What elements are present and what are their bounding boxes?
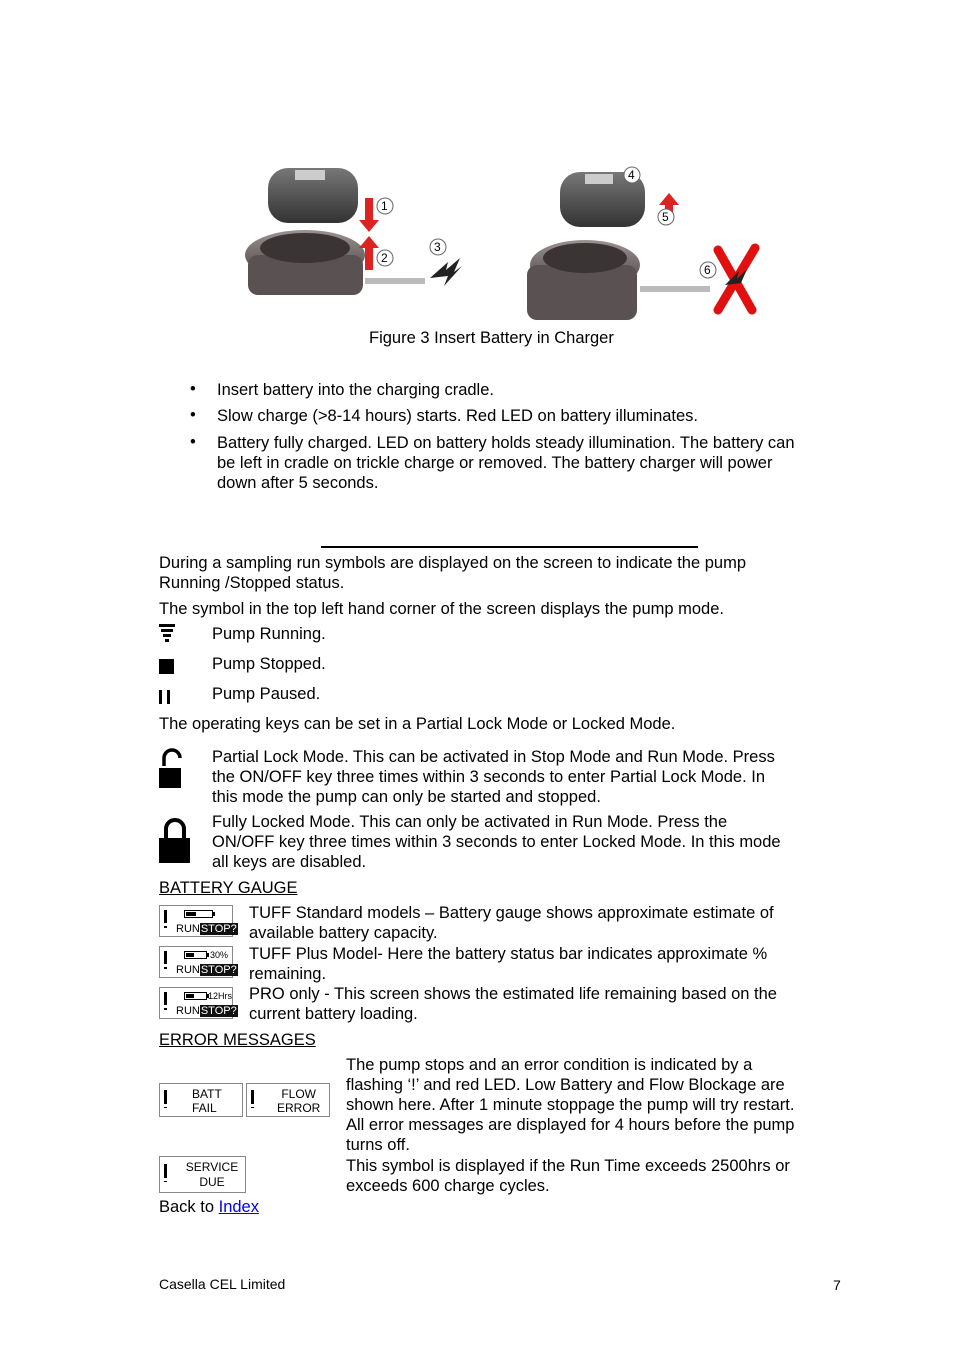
stopped-icon — [159, 659, 174, 674]
battery-lcd-plus: 30% RUNSTOP? — [159, 946, 233, 978]
svg-text:5: 5 — [662, 210, 669, 224]
svg-text:6: 6 — [704, 263, 711, 277]
lock-intro: The operating keys can be set in a Partial Lock Mode or Locked Mode. — [159, 715, 676, 733]
battery-lcd-pro: 12Hrs RUNSTOP? — [159, 987, 233, 1019]
unlocked-padlock-icon — [159, 748, 183, 790]
errors-para2: This symbol is displayed if the Run Time exceeds 2500hrs or exceeds 600 charge cycles. — [346, 1157, 790, 1195]
figure-caption: Figure 3 Insert Battery in Charger — [369, 329, 614, 347]
running-icon — [159, 624, 177, 644]
full-lock-text: Fully Locked Mode. This can only be activated in Run Mode. Press the ON/OFF key three times within 3 seconds to enter Locked Mode. In this mode all keys are disabled. — [212, 813, 781, 871]
footer-company: Casella CEL Limited — [159, 1276, 286, 1292]
errors-heading: ERROR MESSAGES — [159, 1031, 316, 1049]
bullet-1: Insert battery into the charging cradle. — [217, 381, 494, 399]
mode-paused: Pump Paused. — [212, 685, 321, 703]
service-due-lcd: SERVICE DUE — [159, 1156, 246, 1193]
flow-error-lcd: FLOW ERROR — [246, 1083, 330, 1117]
mode-running: Pump Running. — [212, 625, 326, 643]
batt-fail-lcd: BATT FAIL — [159, 1083, 243, 1117]
battery-plus-text: TUFF Plus Model- Here the battery status bar indicates approximate % remaining. — [249, 945, 768, 983]
back-to-index: Back to Index — [159, 1198, 259, 1216]
svg-text:1: 1 — [381, 199, 388, 213]
battery-lcd-standard: RUNSTOP? — [159, 905, 233, 937]
battery-pro-text: PRO only - This screen shows the estimated life remaining based on the current battery loading. — [249, 985, 777, 1023]
svg-text:2: 2 — [381, 251, 388, 265]
battery-left — [268, 168, 358, 223]
intro-text: During a sampling run symbols are displayed on the screen to indicate the pump Running /Stopped status. — [159, 554, 746, 592]
cradle-left — [245, 230, 365, 295]
errors-para1: The pump stops and an error condition is indicated by a flashing ‘!’ and red LED. Low Battery and Flow Blockage are shown here. After 1 minute stoppage the pump will try restart. All error messages are displayed for 4 hours before the pump turns off. — [346, 1056, 795, 1154]
battery-heading: BATTERY GAUGE — [159, 879, 298, 897]
bullet-3: Battery fully charged. LED on battery holds steady illumination. The battery can be left in cradle on trickle charge or removed. The battery charger will power down after 5 seconds. — [217, 434, 795, 492]
footer-page-number: 7 — [833, 1277, 841, 1293]
intro-line3: The symbol in the top left hand corner of the screen displays the pump mode. — [159, 600, 724, 618]
section-rule — [321, 546, 698, 548]
locked-padlock-icon — [159, 816, 191, 864]
partial-lock-text: Partial Lock Mode. This can be activated in Stop Mode and Run Mode. Press the ON/OFF key three times within 3 seconds to enter Partial Lock Mode. In this mode the pump can only be started and stopped. — [212, 748, 775, 806]
bullet-2: Slow charge (>8-14 hours) starts. Red LED on battery illuminates. — [217, 407, 699, 425]
paused-icon — [159, 690, 175, 704]
mode-stopped: Pump Stopped. — [212, 655, 326, 673]
svg-text:4: 4 — [628, 168, 635, 182]
figure-charger — [240, 160, 770, 330]
svg-text:3: 3 — [434, 240, 441, 254]
index-link[interactable]: Index — [218, 1198, 259, 1216]
battery-standard-text: TUFF Standard models – Battery gauge shows approximate estimate of available battery capacity. — [249, 904, 774, 942]
